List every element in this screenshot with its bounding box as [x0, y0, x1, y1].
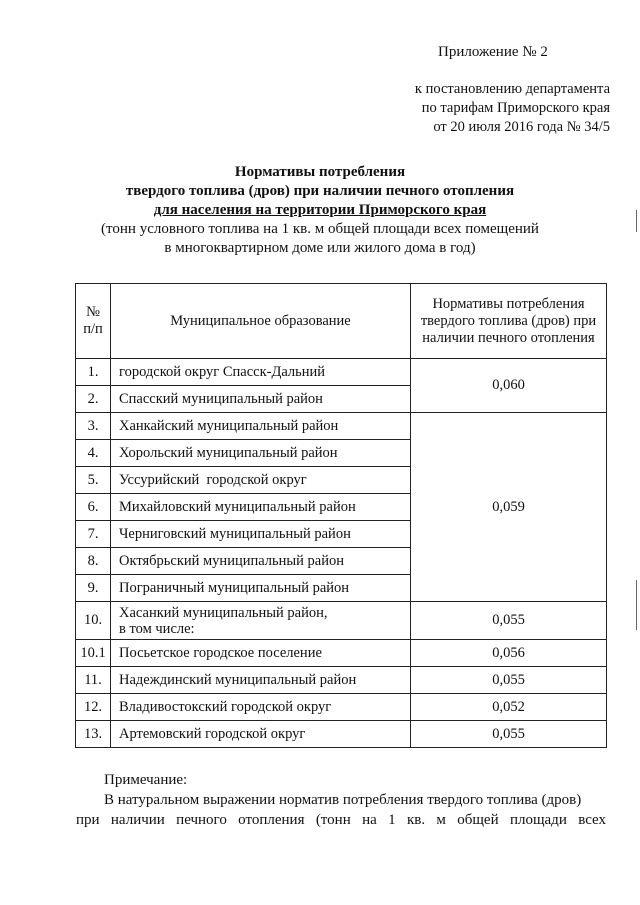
table-row [76, 602, 607, 640]
row-num: 10. [76, 602, 111, 640]
row-municipality-line: Хасанкий муниципальный район, [119, 604, 328, 621]
row-num: 6. [76, 494, 111, 521]
row-norm-value: 0,056 [411, 640, 607, 667]
row-municipality: Михайловский муниципальный район [111, 494, 411, 521]
row-norm-value: 0,060 [411, 359, 607, 413]
appendix-ref-line: по тарифам Приморского края [421, 100, 610, 116]
row-num: 8. [76, 548, 111, 575]
table-row [76, 667, 607, 694]
appendix-title: Приложение № 2 [438, 44, 548, 60]
row-municipality: Черниговский муниципальный район [111, 521, 411, 548]
notes-title: Примечание: [104, 772, 188, 788]
row-municipality: Уссурийский городской округ [111, 467, 411, 494]
document-heading [70, 163, 570, 258]
row-municipality: городской округ Спасск-Дальний [111, 359, 411, 386]
heading-subtitle: в многоквартирном доме или жилого дома в год) [164, 240, 476, 256]
row-municipality: Владивостокский городской округ [111, 694, 411, 721]
scan-edge-mark [636, 210, 637, 232]
row-municipality: Спасский муниципальный район [111, 386, 411, 413]
scan-edge-mark [636, 580, 637, 630]
heading-line: твердого топлива (дров) при наличии печного отопления [125, 183, 515, 199]
row-municipality: Надеждинский муниципальный район [111, 667, 411, 694]
row-municipality: Хорольский муниципальный район [111, 440, 411, 467]
row-num: 2. [76, 386, 111, 413]
header-norm: Нормативы потребления твердого топлива (дров) при наличии печного отопления [411, 284, 607, 359]
row-num: 10.1 [76, 640, 111, 667]
heading-subtitle: (тонн условного топлива на 1 кв. м общей площади всех помещений [101, 221, 539, 237]
row-norm-value: 0,052 [411, 694, 607, 721]
notes-text-line: В натуральном выражении норматив потребления твердого топлива (дров) [104, 792, 582, 808]
row-num: 3. [76, 413, 111, 440]
table-header-row [76, 284, 607, 359]
row-norm-value: 0,055 [411, 667, 607, 694]
table-row [76, 413, 607, 440]
row-municipality: Ханкайский муниципальный район [111, 413, 411, 440]
notes-section [76, 770, 606, 830]
row-num: 4. [76, 440, 111, 467]
appendix-ref-line: от 20 июля 2016 года № 34/5 [433, 119, 610, 135]
appendix-reference [370, 80, 610, 137]
heading-line: Нормативы потребления [234, 164, 406, 180]
table-row [76, 694, 607, 721]
row-norm-value: 0,059 [411, 413, 607, 602]
row-num: 1. [76, 359, 111, 386]
appendix-ref-line: к постановлению департамента [414, 81, 610, 97]
row-municipality: Пограничный муниципальный район [111, 575, 411, 602]
row-num: 7. [76, 521, 111, 548]
row-municipality [111, 602, 411, 640]
row-num: 13. [76, 721, 111, 748]
row-municipality: Октябрьский муниципальный район [111, 548, 411, 575]
row-num: 9. [76, 575, 111, 602]
header-num: № п/п [76, 284, 111, 359]
norms-table [75, 283, 607, 748]
header-municipality: Муниципальное образование [111, 284, 411, 359]
table-row [76, 721, 607, 748]
row-municipality: Посьетское городское поселение [111, 640, 411, 667]
row-num: 5. [76, 467, 111, 494]
table-row [76, 640, 607, 667]
row-municipality: Артемовский городской округ [111, 721, 411, 748]
notes-text-line: при наличии печного отопления (тонн на 1 кв. м общей площади всех [76, 812, 606, 828]
row-norm-value: 0,055 [411, 721, 607, 748]
row-norm-value: 0,055 [411, 602, 607, 640]
row-municipality-line: в том числе: [119, 620, 195, 637]
row-num: 11. [76, 667, 111, 694]
row-num: 12. [76, 694, 111, 721]
table-row [76, 359, 607, 386]
heading-line: для населения на территории Приморского края [153, 202, 487, 218]
